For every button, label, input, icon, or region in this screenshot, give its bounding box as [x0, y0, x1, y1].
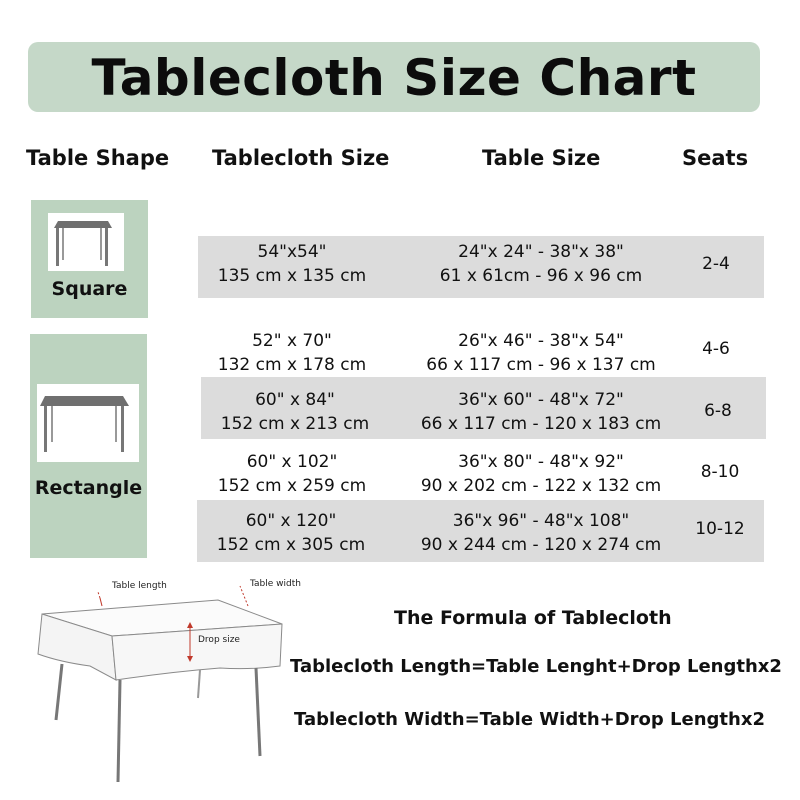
- rectangle-shape-panel: [30, 334, 147, 558]
- table-row-3-cloth: 60" x 84" 152 cm x 213 cm: [220, 390, 370, 434]
- table-row-4-cloth: 60" x 102" 152 cm x 259 cm: [217, 452, 367, 496]
- table-row-3-table: 36"x 60" - 48"x 72" 66 x 117 cm - 120 x 183 cm: [420, 390, 662, 434]
- formula-width: Tablecloth Width=Table Width+Drop Lengthx2: [294, 709, 765, 730]
- formula-length: Tablecloth Length=Table Lenght+Drop Lengthx2: [290, 656, 782, 677]
- table-row-5-seats: 10-12: [695, 519, 745, 539]
- table-row-2-table: 26"x 46" - 38"x 54" 66 x 117 cm - 96 x 137 cm: [426, 331, 656, 375]
- title-banner: [28, 42, 760, 112]
- table-row-5-table: 36"x 96" - 48"x 108" 90 x 244 cm - 120 x 274 cm: [420, 511, 662, 555]
- table-row-1-cloth: 54"x54" 135 cm x 135 cm: [217, 242, 367, 286]
- table-row-2-cloth: 52" x 70" 132 cm x 178 cm: [217, 331, 367, 375]
- page-title: Tablecloth Size Chart: [91, 49, 697, 107]
- table-row-2-seats: 4-6: [702, 339, 730, 359]
- diagram-label-table-length: Table length: [112, 581, 167, 591]
- header-seats: Seats: [682, 146, 749, 170]
- table-row-5-cloth: 60" x 120" 152 cm x 305 cm: [216, 511, 366, 555]
- square-table-image: [48, 213, 124, 271]
- table-row-4-table: 36"x 80" - 48"x 92" 90 x 202 cm - 122 x 132 cm: [420, 452, 662, 496]
- rectangle-table-icon: [37, 384, 139, 462]
- tablecloth-diagram: [20, 570, 320, 795]
- header-tablecloth-size: Tablecloth Size: [212, 146, 390, 170]
- header-table-size: Table Size: [482, 146, 601, 170]
- table-row-4-seats: 8-10: [700, 462, 740, 482]
- shape-label-square: Square: [51, 278, 128, 300]
- header-table-shape: Table Shape: [26, 146, 170, 170]
- formula-title: The Formula of Tablecloth: [394, 607, 672, 629]
- table-row-1-seats: 2-4: [702, 254, 730, 274]
- rectangle-table-image: [37, 384, 139, 462]
- table-row-3-seats: 6-8: [704, 401, 732, 421]
- shape-label-rectangle: Rectangle: [34, 477, 143, 499]
- table-row-1-table: 24"x 24" - 38"x 38" 61 x 61cm - 96 x 96 cm: [439, 242, 643, 286]
- diagram-label-table-width: Table width: [250, 579, 301, 589]
- diagram-label-drop-size: Drop size: [198, 635, 240, 645]
- square-table-icon: [48, 213, 124, 271]
- square-shape-panel: [31, 200, 148, 318]
